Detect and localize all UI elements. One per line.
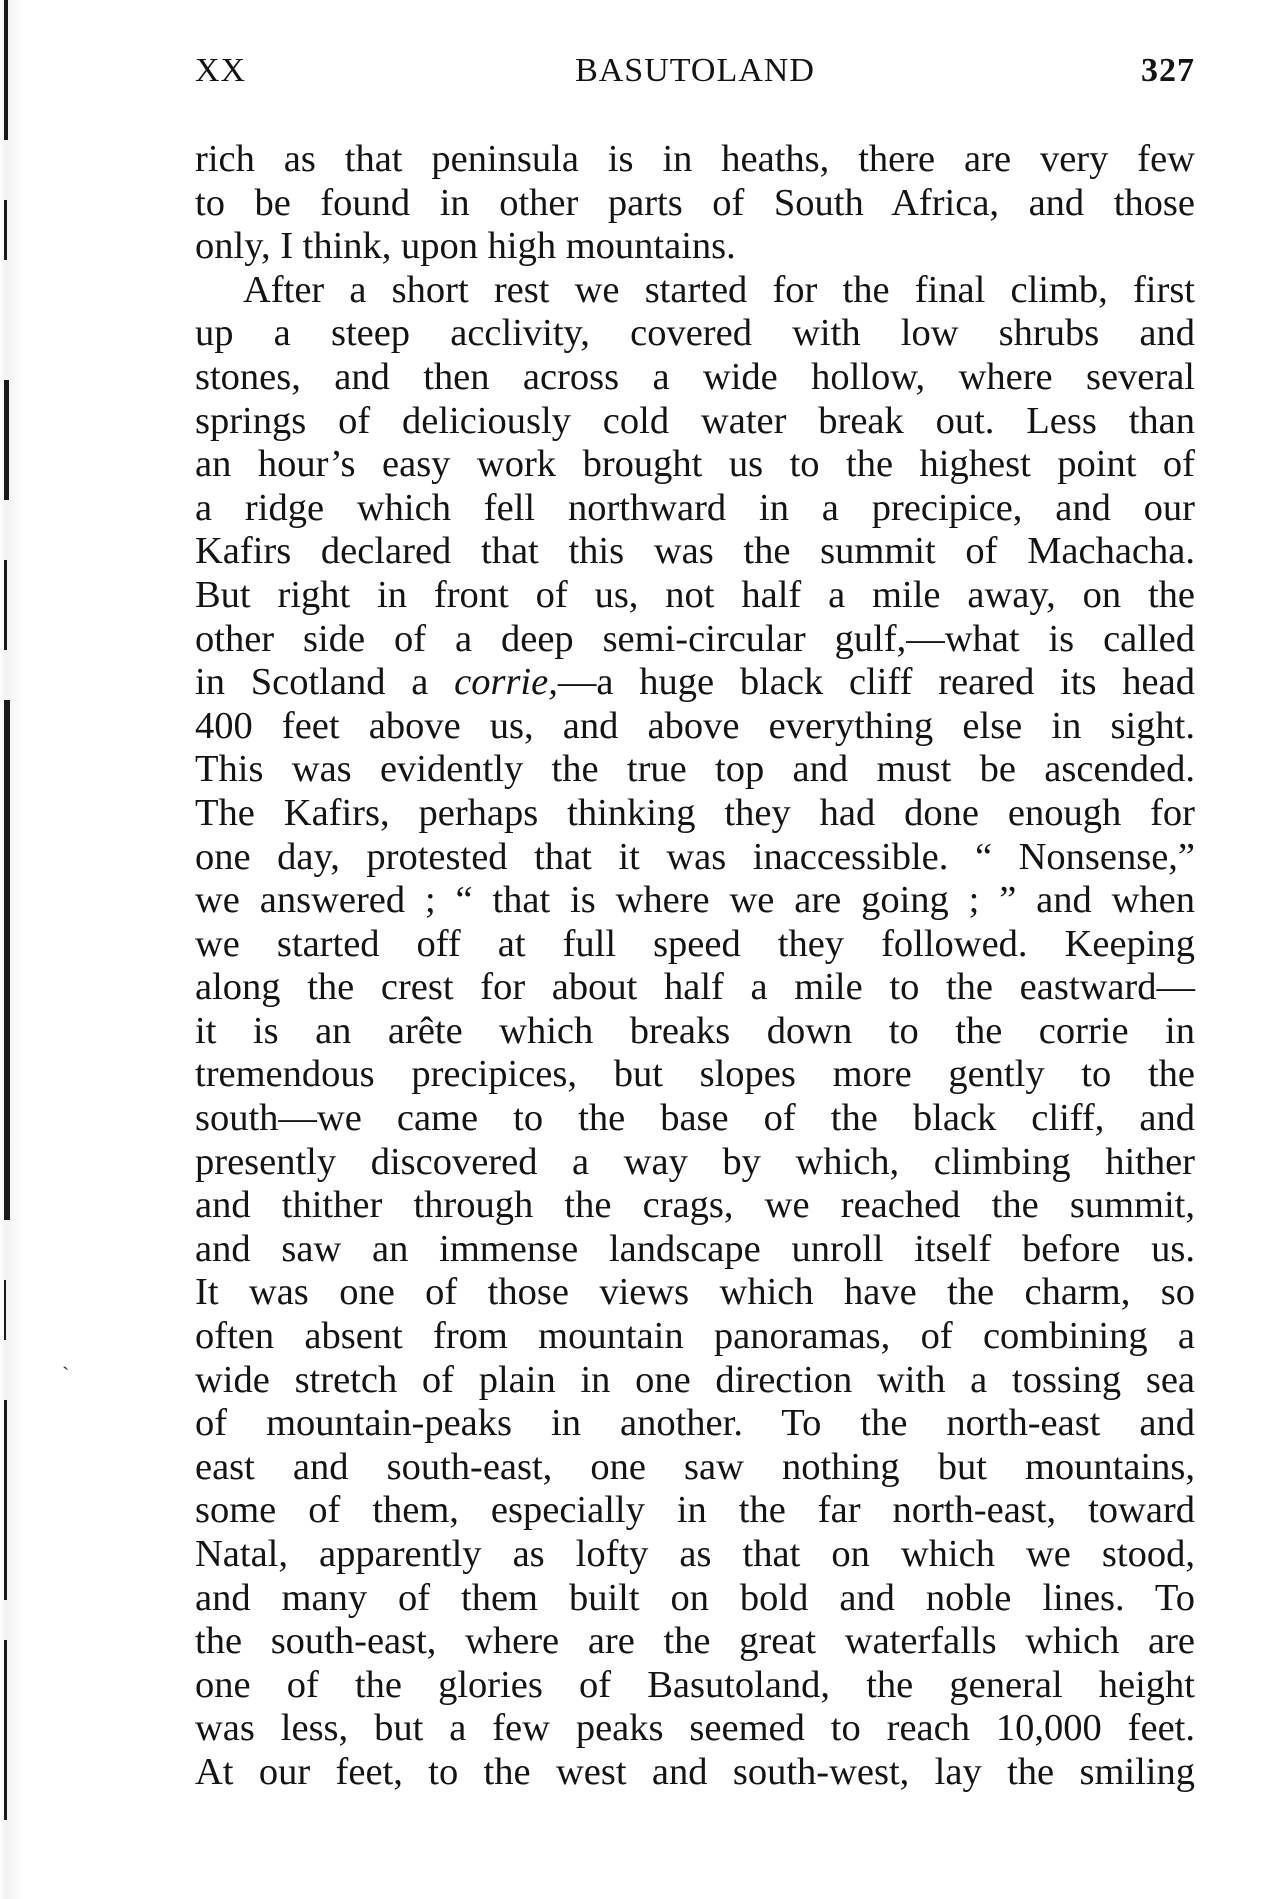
- text-line: 400 feet above us, and above everything else in sight.: [195, 704, 1195, 747]
- text-line: along the crest for about half a mile to the eastward—: [195, 966, 1195, 1009]
- text-line: It was one of those views which have the charm, so: [195, 1271, 1195, 1314]
- italic-word: corrie,: [454, 661, 558, 704]
- binding-shadow-mark: [4, 200, 7, 260]
- body-text: [195, 138, 1195, 1795]
- text-line: was less, but a few peaks seemed to reach 10,000 feet.: [195, 1707, 1195, 1750]
- text-line: At our feet, to the west and south-west, lay the smiling: [195, 1750, 1195, 1793]
- running-title: BASUTOLAND: [575, 52, 815, 89]
- text-line: it is an arête which breaks down to the corrie in: [195, 1009, 1195, 1052]
- text-line: stones, and then across a wide hollow, where several: [195, 355, 1195, 398]
- text-line: and many of them built on bold and noble lines. To: [195, 1576, 1195, 1619]
- binding-shadow-mark: [4, 1640, 7, 1820]
- text-line: Kafirs declared that this was the summit of Machacha.: [195, 530, 1195, 573]
- text-line: of mountain-peaks in another. To the north-east and: [195, 1402, 1195, 1445]
- text-line: presently discovered a way by which, climbing hither: [195, 1140, 1195, 1183]
- text-line: wide stretch of plain in one direction with a tossing sea: [195, 1358, 1195, 1401]
- text-line: This was evidently the true top and must be ascended.: [195, 748, 1195, 791]
- running-head: [195, 52, 1195, 92]
- page-number: 327: [1141, 52, 1195, 89]
- text-line: and thither through the crags, we reached the summit,: [195, 1184, 1195, 1227]
- text-line: The Kafirs, perhaps thinking they had done enough for: [195, 791, 1195, 834]
- text-line: and saw an immense landscape unroll itself before us.: [195, 1227, 1195, 1270]
- text-line: springs of deliciously cold water break out. Less than: [195, 399, 1195, 442]
- text-line: up a steep acclivity, covered with low shrubs and: [195, 312, 1195, 355]
- text-line: a ridge which fell northward in a precipice, and our: [195, 486, 1195, 529]
- text-line: After a short rest we started for the final climb, first: [243, 268, 1195, 311]
- text-line: [195, 661, 1195, 705]
- text-segment: —a huge black cliff reared its head: [557, 661, 1195, 704]
- text-segment: in Scotland a: [195, 661, 455, 704]
- binding-shadow-mark: [4, 380, 9, 500]
- chapter-number: XX: [195, 52, 247, 89]
- binding-shadow-mark: [4, 700, 10, 1220]
- text-line: some of them, especially in the far north-east, toward: [195, 1489, 1195, 1532]
- text-line: Natal, apparently as lofty as that on which we stood,: [195, 1533, 1195, 1575]
- binding-shadow-mark: [4, 560, 7, 650]
- text-line: one day, protested that it was inaccessible. “ Nonsense,”: [195, 835, 1195, 878]
- text-line: tremendous precipices, but slopes more gently to the: [195, 1053, 1195, 1096]
- text-line: only, I think, upon high mountains.: [195, 225, 736, 268]
- text-line: an hour’s easy work brought us to the highest point of: [195, 443, 1195, 486]
- text-line: east and south-east, one saw nothing but mountains,: [195, 1445, 1195, 1488]
- text-line: the south-east, where are the great waterfalls which are: [195, 1620, 1195, 1663]
- binding-edge: [0, 0, 22, 1899]
- text-line: south—we came to the base of the black cliff, and: [195, 1097, 1195, 1140]
- binding-shadow-mark: [4, 1280, 6, 1340]
- text-line: one of the glories of Basutoland, the general height: [195, 1663, 1195, 1706]
- text-line: we answered ; “ that is where we are going ; ” and when: [195, 879, 1195, 922]
- text-line: rich as that peninsula is in heaths, there are very few: [195, 138, 1195, 180]
- text-line: we started off at full speed they followed. Keeping: [195, 922, 1195, 965]
- binding-shadow-mark: [4, 0, 8, 140]
- text-line: But right in front of us, not half a mile away, on the: [195, 573, 1195, 616]
- text-line: other side of a deep semi-circular gulf,—what is called: [195, 617, 1195, 660]
- text-line: to be found in other parts of South Africa, and those: [195, 181, 1195, 224]
- stray-print-mark: ˎ: [62, 1345, 70, 1370]
- text-line: often absent from mountain panoramas, of combining a: [195, 1315, 1195, 1358]
- binding-shadow-mark: [4, 1400, 7, 1600]
